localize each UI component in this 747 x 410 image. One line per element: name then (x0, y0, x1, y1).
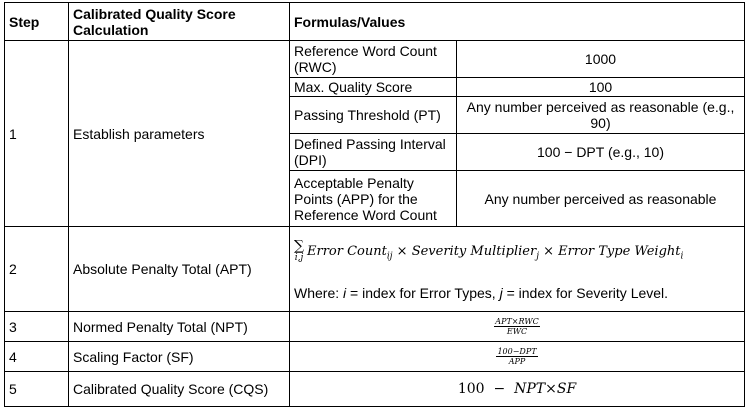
summation-symbol: ∑ i,j (294, 237, 304, 263)
table-row (5, 312, 745, 342)
step-number: 1 (5, 41, 69, 227)
step-number: 2 (5, 227, 69, 312)
sf-fraction: $\frac{\text{100−DPT}}{\text{APP}}$ (497, 347, 537, 366)
step-number: 5 (5, 372, 69, 407)
step-number: 3 (5, 312, 69, 342)
quality-score-table (4, 2, 745, 407)
param-value: Any number perceived as reasonable (e.g., 90) (457, 97, 745, 134)
apt-formula-cell (290, 227, 745, 312)
apt-where-note: Where: i = index for Error Types, j = index for Severity Level. (294, 284, 669, 301)
header-calculation: Calibrated Quality Score Calculation (69, 3, 290, 41)
table-row (5, 372, 745, 407)
param-value: Any number perceived as reasonable (457, 171, 745, 227)
calculation-label: Absolute Penalty Total (APT) (69, 227, 290, 312)
param-name: Reference Word Count (RWC) (290, 41, 457, 78)
param-value: 100 − DPT (e.g., 10) (457, 134, 745, 171)
header-step: Step (5, 3, 69, 41)
sf-formula (290, 342, 745, 372)
calculation-label: Establish parameters (69, 41, 290, 227)
param-name: Passing Threshold (PT) (290, 97, 457, 134)
npt-formula (290, 312, 745, 342)
table-row (5, 227, 745, 312)
npt-fraction: $\frac{\text{APT×RWC}}{\text{EWC}}$ (495, 317, 539, 336)
header-row (5, 3, 745, 41)
param-value: 100 (457, 78, 745, 97)
header-formulas: Formulas/Values (290, 3, 745, 41)
cqs-formula: 100 − NPT×SF (290, 372, 745, 407)
param-name: Max. Quality Score (290, 78, 457, 97)
calculation-label: Normed Penalty Total (NPT) (69, 312, 290, 342)
param-name: Acceptable Penalty Points (APP) for the Reference Word Count (290, 171, 457, 227)
apt-formula: ∑ i,j Error Count$_{ij}$ × Severity Multiplier$_j$ × Error Type Weight$_i$ (294, 237, 684, 263)
step-number: 4 (5, 342, 69, 372)
param-value: 1000 (457, 41, 745, 78)
table-row (5, 342, 745, 372)
table-row (5, 41, 745, 78)
param-name: Defined Passing Interval (DPI) (290, 134, 457, 171)
calculation-label: Calibrated Quality Score (CQS) (69, 372, 290, 407)
calculation-label: Scaling Factor (SF) (69, 342, 290, 372)
